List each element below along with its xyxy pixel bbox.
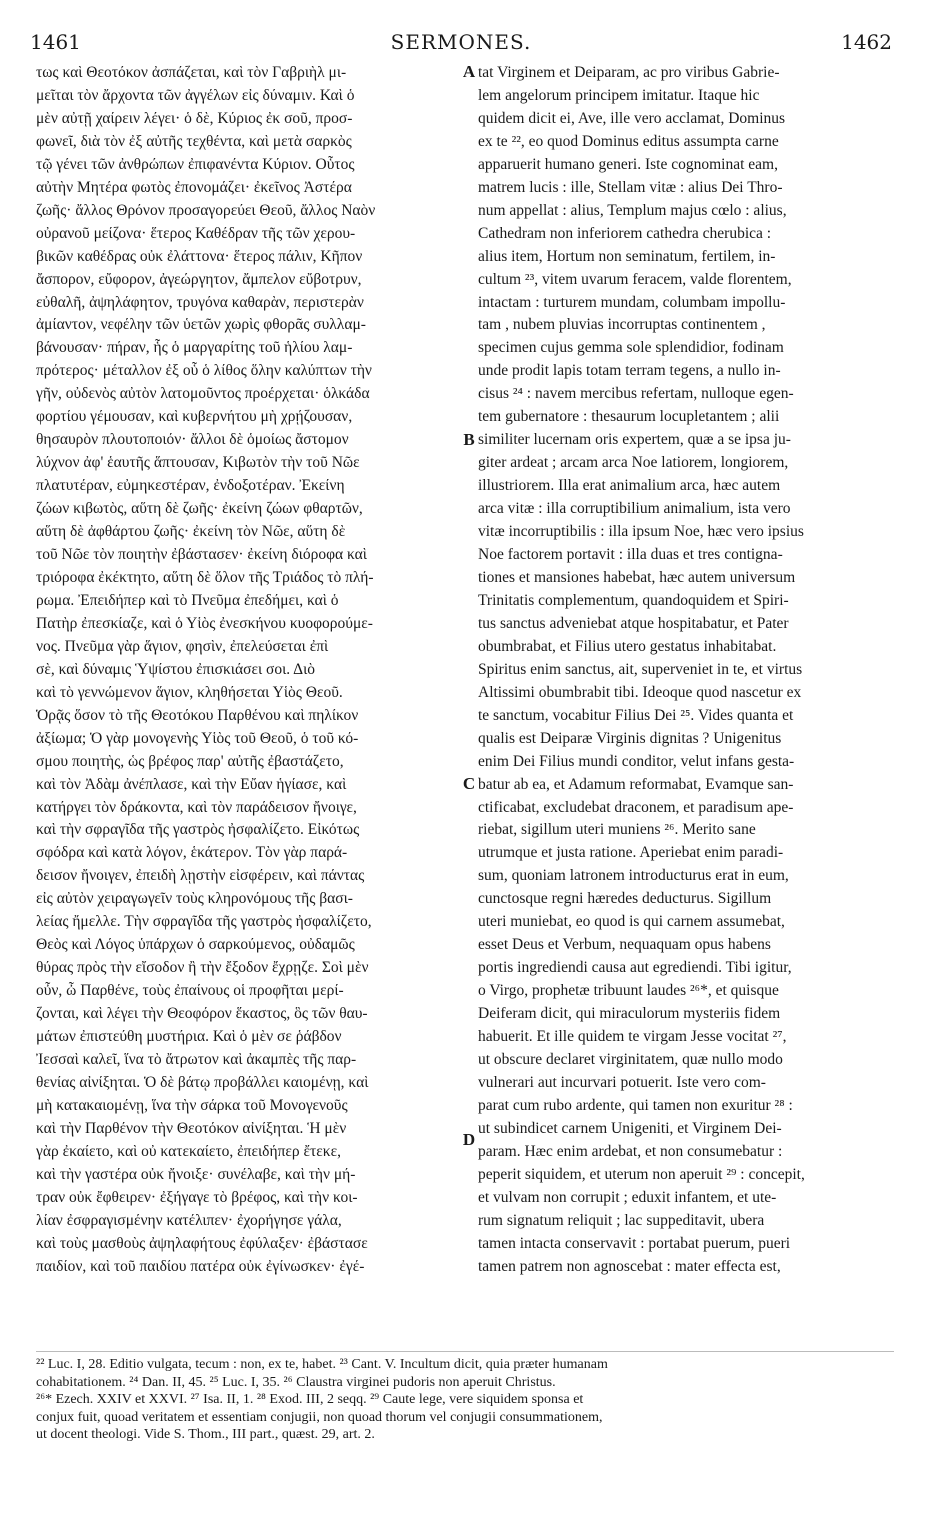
greek-text-line: Πατὴρ ἐπεσκίαζε, καὶ ὁ Υἱὸς ἐνεσκήνου κυοφορούμε- <box>36 614 373 632</box>
greek-text-line: θενίας αἰνίξηται. Ὁ δὲ βάτῳ προβάλλει καιομένῃ, καὶ <box>36 1073 369 1091</box>
latin-text-line: esset Deus et Verbum, nequaquam opus habens <box>478 936 771 954</box>
section-marker-a: A <box>462 62 476 81</box>
latin-text-line: tem gubernatore : thesaurum locupletantem ; alii <box>478 408 780 426</box>
greek-text-line: σὲ, καὶ δύναμις Ὑψίστου ἐπισκιάσει σοι. Διὸ <box>36 660 316 678</box>
greek-text-line: ζωῆς· ἄλλος Θρόνον προσαγορεύει Θεοῦ, ἄλλος Ναὸν <box>36 201 376 219</box>
greek-text-line: ἄσπορον, εὔφορον, ἀγεώργητον, ἄμπελον εὔβοτρυν, <box>36 270 362 288</box>
footnote-line: ut docent theologi. Vide S. Thom., III part., quæst. 29, art. 2. <box>36 1427 375 1442</box>
greek-text-line: καὶ τὴν γαστέρα οὐκ ἤνοιξε· συνέλαβε, καὶ τὴν μή- <box>36 1165 356 1183</box>
footnote-line: cohabitationem. ²⁴ Dan. II, 45. ²⁵ Luc. I, 35. ²⁶ Claustra virginei pudoris non aperuit Christus. <box>36 1374 556 1390</box>
latin-text-line: intactam : turturem mundam, columbam impollu- <box>478 293 786 311</box>
greek-text-line: αὐτὴν Μητέρα φωτὸς ἐπονομάζει· ἐκεῖνος Ἀστέρα <box>36 178 352 196</box>
latin-text-line: tiones et mansiones habebat, hæc autem universum <box>478 568 796 586</box>
greek-text-line: εἰς αὐτὸν χειραγωγεῖν τοὺς κληρονόμους τῆς βασι- <box>36 890 353 908</box>
greek-text-line: φωνεῖ, διὰ τὸν ἐξ αὐτῆς τεχθέντα, καὶ μετὰ σαρκὸς <box>36 132 352 150</box>
latin-text-line: param. Hæc enim ardebat, et non consumebatur : <box>478 1142 783 1160</box>
latin-text-line: unde prodit lapis totam terram tegens, a nullo in- <box>478 362 781 380</box>
latin-text-line: alius item, Hortum non seminatum, fertilem, in- <box>478 247 776 265</box>
latin-text-line: lem angelorum principem imitatur. Itaque hic <box>478 86 760 104</box>
latin-text-line: qualis est Deiparæ Virginis dignitas ? Unigenitus <box>478 729 782 747</box>
greek-text-line: νος. Πνεῦμα γὰρ ἅγιον, φησὶν, ἐπελεύσεται ἐπὶ <box>36 637 329 655</box>
greek-text-line: λίαν ἐσφραγισμένην κατέλιπεν· ἐχορήγησε γάλα, <box>36 1211 342 1229</box>
greek-text-line: ἀμίαντον, νεφέλην τῶν ὑετῶν χωρὶς φθορᾶς συλλαμ- <box>36 316 366 334</box>
latin-text-line: Spiritus enim sanctus, ait, superveniet in te, et virtus <box>478 660 803 678</box>
latin-text-line: enim Dei Filius mundi conditor, velut infans gesta- <box>478 752 795 770</box>
greek-text-line: τῷ γένει τῶν ἀνθρώπων ἐπιφανέντα Κύριον. Οὗτος <box>36 155 355 173</box>
greek-text-line: ἀξίωμα; Ὁ γὰρ μονογενὴς Υἱὸς τοῦ Θεοῦ, ὁ τοῦ κό- <box>36 729 359 747</box>
latin-text-line: specimen cujus gemma sole splendidior, fodinam <box>478 339 784 357</box>
greek-text-line: δεισον ἤνοιγεν, ἐπειδὴ λῃστὴν εἰσφέρειν, καὶ πάντας <box>36 867 365 885</box>
latin-text-line: num appellat : alius, Templum majus cœlo : alius, <box>478 201 787 219</box>
greek-text-line: καὶ τὴν σφραγῖδα τῆς γαστρὸς ἠσφαλίζετο. Εἰκότως <box>36 821 360 839</box>
greek-text-line: καὶ τὸ γεννώμενον ἅγιον, κληθήσεται Υἱὸς Θεοῦ. <box>36 683 343 701</box>
greek-text-line: γῆν, οὐδενὸς αὐτὸν λατομοῦντος προέρχεται· ὁλκάδα <box>36 385 370 403</box>
latin-text-line: quidem dicit ei, Ave, ille vero acclamat, Dominus <box>478 109 786 127</box>
greek-text-line: οὐρανοῦ μείζονα· ἕτερος Καθέδραν τῆς τῶν χερου- <box>36 224 356 242</box>
latin-text-line: obumbrabat, et Filius utero gestatus inhabitabat. <box>478 637 777 655</box>
footnotes <box>36 1356 894 1444</box>
greek-text-line: ρωμα. Ἐπειδήπερ καὶ τὸ Πνεῦμα ἐπεδήμει, καὶ ὁ <box>36 591 339 609</box>
latin-text-line: sum, quoniam latronem introducturus erat in eum, <box>478 867 789 885</box>
greek-text-line: θύρας πρὸς τὴν εἴσοδον ἢ τὴν ἔξοδον ἔχρῃζε. Σοὶ μὲν <box>36 959 369 977</box>
greek-text-line: ζώων κιβωτὸς, αὕτη δὲ ζωῆς· ἐκείνη ζώων φθαρτῶν, <box>36 500 363 518</box>
greek-text-line: βάνουσαν· πήραν, ἧς ὁ μαργαρίτης τοῦ ἡλίου λαμ- <box>36 339 353 357</box>
latin-text-column <box>478 62 894 1279</box>
latin-text-line: rum signatum reliquit ; lac suppeditavit, ubera <box>478 1211 765 1229</box>
page-number-left: 1461 <box>30 30 81 54</box>
latin-text-line: Trinitatis complementum, quandoquidem et Spiri- <box>478 591 789 609</box>
greek-text-line: σφόδρα καὶ κατὰ λόγον, ἑκάτερον. Τὸν γὰρ παρά- <box>36 844 348 862</box>
greek-text-line: λείας ἤμελλε. Τὴν σφραγῖδα τῆς γαστρὸς ἠσφαλίζετο, <box>36 913 372 931</box>
footnote-line: ²⁶* Ezech. XXIV et XXVI. ²⁷ Isa. II, 1. ²⁸ Exod. III, 2 seqq. ²⁹ Caute lege, vere siquidem sponsa et <box>36 1392 584 1407</box>
greek-text-line: μάτων ἐπιστεύθη μυστήρια. Καὶ ὁ μὲν σε ῥάβδον <box>36 1028 342 1046</box>
latin-text-line: ex te ²², eo quod Dominus editus assumpta carne <box>478 132 779 150</box>
greek-text-line: μεῖται τὸν ἄρχοντα τῶν ἀγγέλων εἰς δύναμιν. Καὶ ὁ <box>36 86 355 104</box>
latin-text-line: ut subindicet carnem Unigeniti, et Virginem Dei- <box>478 1119 782 1137</box>
latin-text-line: riebat, sigillum uteri muniens ²⁶. Merito sane <box>478 821 756 839</box>
latin-text-line: et vulvam non corrupit ; eduxit infantem, et ute- <box>478 1188 777 1206</box>
latin-text-line: habuerit. Et ille quidem te virgam Jesse vocitat ²⁷, <box>478 1028 787 1046</box>
greek-text-line: αὕτη δὲ ἀφθάρτου ζωῆς· ἐκείνη τὸν Νῶε, αὕτη δὲ <box>36 523 346 541</box>
greek-text-line: σμου ποιητὴς, ὡς βρέφος παρ' αὐτῆς ἐβαστάζετο, <box>36 752 344 770</box>
latin-text-line: arca vitæ : illa corruptibilium animalium, ista vero <box>478 500 791 518</box>
latin-text-line: tam , nubem pluvias incorruptas continentem , <box>478 316 766 334</box>
section-marker-d: D <box>462 1130 476 1149</box>
greek-text-line: μὲν αὐτῇ χαίρειν λέγει· ὁ δὲ, Κύριος ἐκ σοῦ, προσ- <box>36 109 353 127</box>
latin-text-line: giter ardeat ; arcam arca Noe latiorem, longiorem, <box>478 454 789 472</box>
page-number-right: 1462 <box>841 30 892 54</box>
latin-text-line: peperit siquidem, et uterum non aperuit ²⁹ : concepit, <box>478 1165 805 1183</box>
greek-text-line: λύχνον ἀφ' ἑαυτῆς ἅπτουσαν, Κιβωτὸν τὴν τοῦ Νῶε <box>36 454 360 472</box>
latin-text-line: similiter lucernam oris expertem, quæ a se ipsa ju- <box>478 431 791 449</box>
latin-text-line: uteri muniebat, eo quod is qui carnem assumebat, <box>478 913 785 931</box>
greek-text-line: εὐθαλῆ, ἀψηλάφητον, τρυγόνα καθαρὰν, περιστερὰν <box>36 293 364 311</box>
greek-text-column <box>36 62 460 1279</box>
latin-text-line: ut obscure declaret virginitatem, quæ nullo modo <box>478 1050 783 1068</box>
greek-text-line: μὴ κατακαιομένῃ, ἵνα τὴν σάρκα τοῦ Μονογενοῦς <box>36 1096 348 1114</box>
latin-text-line: Cathedram non inferiorem cathedra cherubica : <box>478 224 772 242</box>
greek-text-line: Ἰεσσαὶ καλεῖ, ἵνα τὸ ἄτρωτον καὶ ἀκαμπὲς τῆς παρ- <box>36 1050 357 1068</box>
latin-text-line: cisus ²⁴ : navem mercibus refertam, nulloque egen- <box>478 385 794 403</box>
greek-text-line: Θεὸς καὶ Λόγος ὑπάρχων ὁ σαρκούμενος, οὐδαμῶς <box>36 936 355 954</box>
latin-text-line: portis ingrediendi causa aut egrediendi. Tibi igitur, <box>478 959 792 977</box>
latin-text-line: Altissimi obumbrabit tibi. Ideoque quod nascetur ex <box>478 683 802 701</box>
greek-text-line: οὖν, ὦ Παρθένε, τοὺς ἐπαίνους οἱ προφῆται μερί- <box>36 982 344 1000</box>
running-title: SERMONES. <box>390 30 532 54</box>
greek-text-line: θησαυρὸν πλουτοποιόν· ἄλλοι δὲ ὁμοίως ἄστομον <box>36 431 349 449</box>
greek-text-line: τοῦ Νῶε τὸν ποιητὴν ἐβάστασεν· ἐκείνη διόροφα καὶ <box>36 546 367 564</box>
greek-text-line: φορτίου γέμουσαν, καὶ κυβερνήτου μὴ χρῄζουσαν, <box>36 408 353 426</box>
page-header <box>30 30 892 60</box>
latin-text-line: tamen patrem non agnoscebat : mater effecta est, <box>478 1257 781 1275</box>
greek-text-line: καὶ τοὺς μασθοὺς ἀψηλαφήτους ἐφύλαξεν· ἐβάστασε <box>36 1234 368 1252</box>
greek-text-line: καὶ τὸν Ἀδὰμ ἀνέπλασε, καὶ τὴν Εὔαν ἡγίασε, καὶ <box>36 775 347 793</box>
greek-text-line: πλατυτέραν, εὐμηκεστέραν, ἐνδοξοτέραν. Ἐκείνη <box>36 477 345 495</box>
latin-text-line: cultum ²³, vitem uvarum feracem, valde florentem, <box>478 270 792 288</box>
latin-text-line: o Virgo, prophetæ tribuunt laudes ²⁶*, et quisque <box>478 982 779 1000</box>
latin-text-line: te sanctum, vocabitur Filius Dei ²⁵. Vides quanta et <box>478 706 794 724</box>
greek-text-line: τραν οὐκ ἔφθειρεν· ἐξήγαγε τὸ βρέφος, καὶ τὴν κοι- <box>36 1188 358 1206</box>
latin-text-line: batur ab ea, et Adamum reformabat, Evamque san- <box>478 775 794 793</box>
greek-text-line: καὶ τὴν Παρθένον τὴν Θεοτόκον αἰνίξηται. Ἡ μὲν <box>36 1119 347 1137</box>
greek-text-line: παιδίον, καὶ τοῦ παιδίου πατέρα οὐκ ἐγίνωσκεν· ἐγέ- <box>36 1257 365 1275</box>
latin-text-line: vitæ incorruptibilis : illa ipsum Noe, hæc vero ipsius <box>478 523 804 541</box>
latin-text-line: utrumque et justa ratione. Aperiebat enim paradi- <box>478 844 784 862</box>
latin-text-line: cunctosque regni hæredes deducturus. Sigillum <box>478 890 772 908</box>
latin-text-line: Deiferam dicit, qui miraculorum mysteriis fidem <box>478 1005 781 1023</box>
latin-text-line: tamen intacta conservavit : portabat puerum, pueri <box>478 1234 791 1252</box>
latin-text-line: vulnerari aut incurvari potuerit. Iste vero com- <box>478 1073 766 1091</box>
greek-text-line: Ὁρᾷς ὅσον τὸ τῆς Θεοτόκου Παρθένου καὶ πηλίκον <box>36 706 359 724</box>
greek-text-line: ζονται, καὶ λέγει τὴν Θεοφόρον ἕκαστος, ὃς τῶν θαυ- <box>36 1005 368 1023</box>
greek-text-line: βικῶν καθέδρας οὐκ ἐλάττονα· ἕτερος πάλιν, Κῆπον <box>36 247 363 265</box>
latin-text-line: illustriorem. Illa erat animalium arca, hæc autem <box>478 477 781 495</box>
greek-text-line: πρότερος· μέταλλον ἐξ οὗ ὁ λίθος ὅλην καλύπτων τὴν <box>36 362 372 380</box>
latin-text-line: apparuerit humano generi. Iste cognominat eam, <box>478 155 778 173</box>
section-marker-c: C <box>462 774 476 793</box>
latin-text-line: tat Virginem et Deiparam, ac pro viribus Gabrie- <box>478 64 780 81</box>
footnote-line: ²² Luc. I, 28. Editio vulgata, tecum : non, ex te, habet. ²³ Cant. V. Incultum dicit, quia præter humanam <box>36 1357 608 1372</box>
latin-text-line: parat cum rubo ardente, qui tamen non exuritur ²⁸ : <box>478 1096 793 1114</box>
greek-text-line: γὰρ ἐκαίετο, καὶ οὐ κατεκαίετο, ἐπειδήπερ ἔτεκε, <box>36 1142 341 1160</box>
greek-text-line: τριόροφα ἐκέκτητο, αὕτη δὲ ὅλον τῆς Τριάδος τὸ πλή- <box>36 568 374 586</box>
latin-text-line: Noe factorem portavit : illa duas et tres contigna- <box>478 546 783 564</box>
latin-text-line: ctificabat, excludebat draconem, et paradisum ape- <box>478 798 794 816</box>
footnote-line: conjux fuit, quoad veritatem et essentiam conjugii, non quoad thorum vel conjugii consummationem, <box>36 1409 603 1425</box>
footnote-divider <box>36 1351 894 1352</box>
latin-text-line: tus sanctus adveniebat atque hospitabatur, et Pater <box>478 614 789 632</box>
section-marker-b: B <box>463 430 475 449</box>
latin-text-line: matrem lucis : ille, Stellam vitæ : alius Dei Thro- <box>478 178 783 196</box>
greek-text-line: κατήργει τὸν δράκοντα, καὶ τὸν παράδεισον ἤνοιγε, <box>36 798 357 816</box>
greek-text-line: τως καὶ Θεοτόκον ἀσπάζεται, καὶ τὸν Γαβριὴλ μι- <box>36 64 347 81</box>
